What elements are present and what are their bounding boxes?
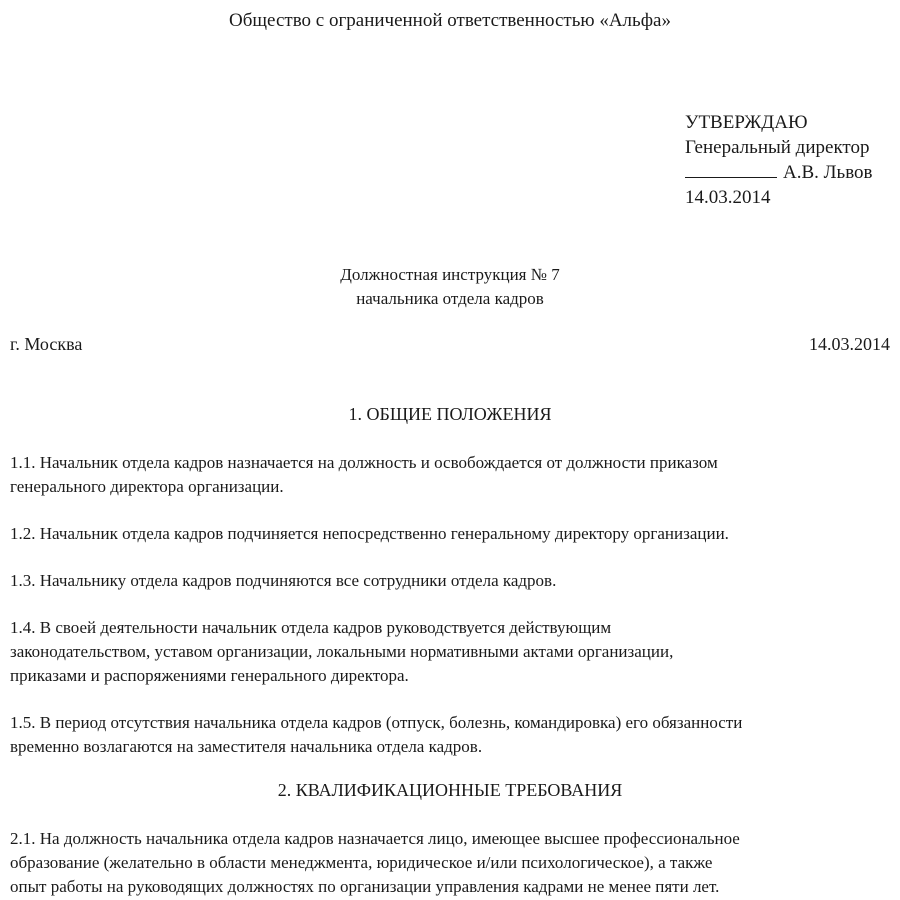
paragraph-line: 1.4. В своей деятельности начальник отдела кадров руководствуется действующим — [10, 618, 612, 637]
document-title — [0, 263, 900, 311]
section-title-qualification: 2. КВАЛИФИКАЦИОННЫЕ ТРЕБОВАНИЯ — [277, 780, 623, 800]
document-title-line1: Должностная инструкция № 7 — [340, 265, 560, 284]
paragraph-line: временно возлагаются на заместителя начальника отдела кадров. — [10, 737, 483, 756]
paragraph-line: приказами и распоряжениями генерального директора. — [10, 666, 409, 685]
paragraph-1-2 — [10, 522, 900, 546]
paragraph-line: опыт работы на руководящих должностях по организации управления кадрами не менее пяти лет. — [10, 877, 720, 896]
paragraph-1-5 — [10, 711, 900, 759]
approve-label: УТВЕРЖДАЮ — [685, 112, 808, 133]
approval-date: 14.03.2014 — [685, 187, 771, 208]
paragraph-line: 1.5. В период отсутствия начальника отдела кадров (отпуск, болезнь, командировка) его обязанности — [10, 713, 743, 732]
document-title-line2: начальника отдела кадров — [356, 289, 544, 308]
document-city: г. Москва — [10, 334, 83, 354]
signature-line — [685, 163, 777, 178]
paragraph-1-4 — [10, 616, 900, 688]
paragraph-2-1 — [10, 827, 900, 899]
paragraph-line: образование (желательно в области менеджмента, юридическое и/или психологическое), а также — [10, 853, 713, 872]
signatory-name: А.В. Львов — [783, 162, 873, 183]
organization-name: Общество с ограниченной ответственностью «Альфа» — [229, 10, 671, 31]
paragraph-line: 1.2. Начальник отдела кадров подчиняется непосредственно генеральному директору организации. — [10, 524, 729, 543]
paragraph-line: 2.1. На должность начальника отдела кадров назначается лицо, имеющее высшее профессиональное — [10, 829, 740, 848]
paragraph-1-3 — [10, 569, 900, 593]
section-title-general: 1. ОБЩИЕ ПОЛОЖЕНИЯ — [348, 404, 552, 424]
paragraph-1-1 — [10, 451, 900, 499]
approver-position: Генеральный директор — [685, 137, 870, 158]
paragraph-line: генерального директора организации. — [10, 477, 284, 496]
document-date: 14.03.2014 — [809, 334, 890, 354]
signature-row — [685, 160, 873, 185]
paragraph-line: законодательством, уставом организации, локальными нормативными актами организации, — [10, 642, 674, 661]
paragraph-line: 1.3. Начальнику отдела кадров подчиняются все сотрудники отдела кадров. — [10, 571, 557, 590]
paragraph-line: 1.1. Начальник отдела кадров назначается на должность и освобождается от должности приказом — [10, 453, 718, 472]
approval-block — [685, 110, 873, 210]
